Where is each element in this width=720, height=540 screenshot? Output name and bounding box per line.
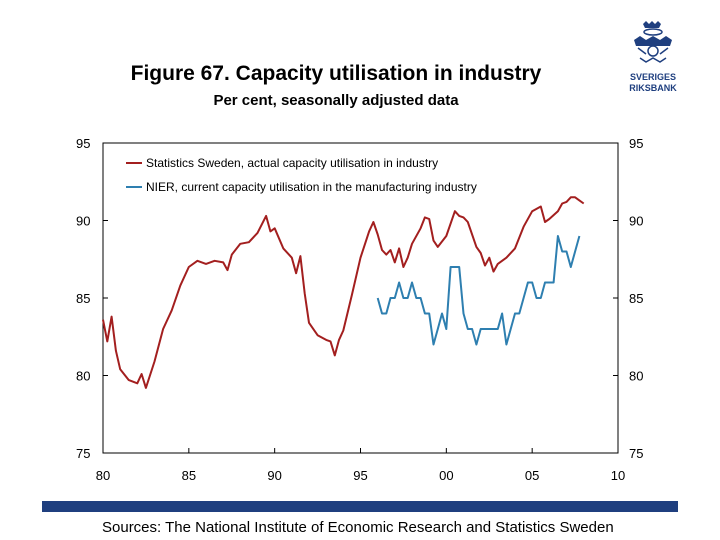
legend-label: NIER, current capacity utilisation in the manufacturing industry: [146, 180, 477, 194]
y-tick-label-left: 90: [76, 213, 91, 229]
y-tick-label-left: 85: [76, 291, 91, 306]
y-tick-label-left: 80: [76, 368, 91, 384]
y-tick-label-left: 75: [76, 446, 91, 461]
x-tick-label: 10: [610, 468, 626, 483]
y-tick-label-right: 95: [629, 136, 644, 151]
x-tick-label: 80: [95, 468, 111, 483]
y-tick-label-left: 95: [76, 136, 91, 151]
logo-line1: SVERIGES: [629, 72, 677, 82]
y-tick-label-right: 75: [629, 446, 644, 461]
legend: [126, 156, 477, 194]
y-tick-label-right: 80: [629, 368, 644, 384]
footer-bar: [42, 501, 678, 512]
chart-subtitle: Per cent, seasonally adjusted data: [213, 92, 459, 109]
x-tick-label: 00: [439, 468, 454, 483]
logo-line2: RIKSBANK: [629, 83, 677, 93]
sources-text: Sources: The National Institute of Economic Research and Statistics Sweden: [102, 519, 614, 536]
series-line-statistics-sweden: [103, 197, 584, 388]
series-line-nier: [378, 236, 580, 345]
y-tick-label-right: 90: [629, 213, 644, 229]
x-tick-label: 85: [181, 468, 197, 483]
y-tick-label-right: 85: [629, 291, 644, 306]
series-lines: [103, 197, 584, 388]
legend-label: Statistics Sweden, actual capacity utilisation in industry: [146, 156, 439, 170]
x-tick-label: 05: [524, 468, 540, 483]
x-tick-label: 90: [267, 468, 282, 483]
chart-title: Figure 67. Capacity utilisation in industry: [130, 62, 542, 85]
x-tick-label: 95: [353, 468, 368, 483]
